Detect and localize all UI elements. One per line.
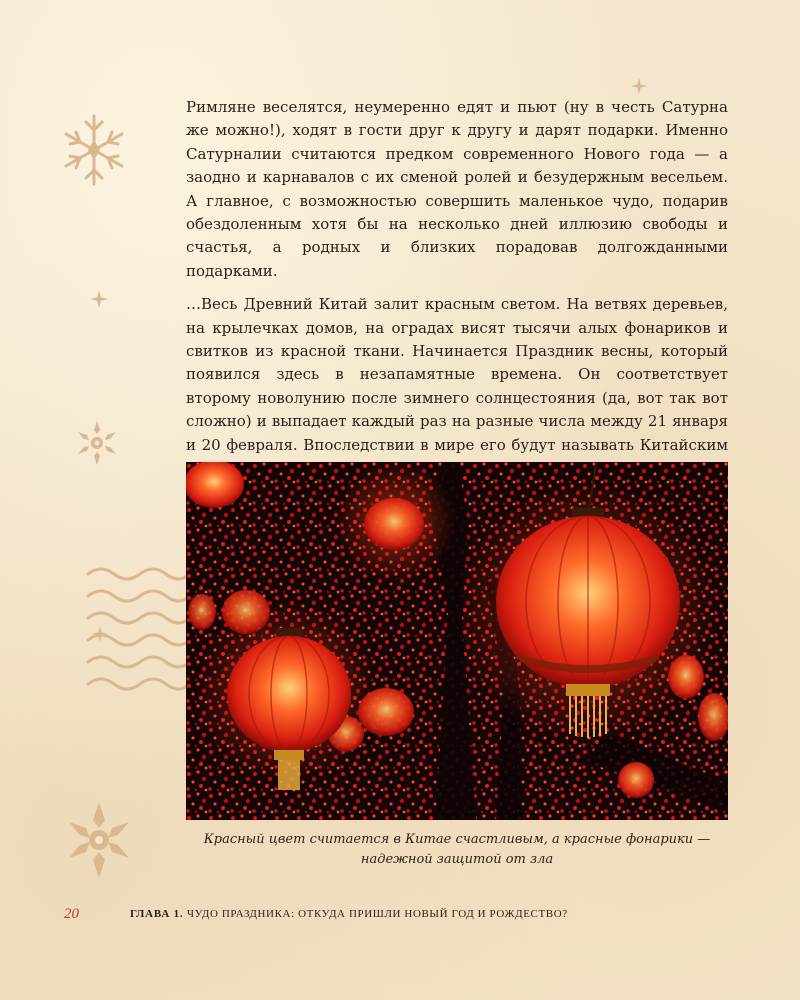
lanterns-illustration — [186, 462, 728, 820]
caption-line-2: надежной защитой от зла — [360, 852, 554, 867]
postmark-wave-lines — [84, 560, 192, 700]
paragraph-saturnalia: Римляне веселятся, неумеренно едят и пьют (ну в честь Сатурна же можно!), ходят в гости друг к другу и дарят подарки. Именно Сатурналии считаются предком современного Нового года — а заодно и карнавалов с их сменой ролей и безудержным весельем. А главное, с возможностью совершить маленькое чудо, подарив обездоленным хотя бы на несколько дней иллюзию свободы и счастья, а родных и близких порадовав долгожданными подарками. — [186, 98, 728, 280]
red-lanterns-photo — [186, 462, 728, 820]
snowflake-icon — [62, 112, 126, 188]
body-text — [186, 96, 728, 514]
sparkle-star-icon — [631, 78, 647, 94]
chapter-label: ГЛАВА 1. — [130, 908, 184, 920]
running-head — [130, 908, 568, 920]
caption-line-1: Красный цвет считается в Китае счастливым, а красные фонарики — — [203, 832, 711, 847]
sparkle-star-icon — [90, 290, 108, 308]
paragraph-chinese-new-year: …Весь Древний Китай залит красным светом. На ветвях деревьев, на крылечках домов, на оградах висят тысячи алых фонариков и свитков из красной ткани. Начинается Праздник весны, который появился здесь в незапамятные времена. Он соответствует второму новолунию после зимнего солнцестояния (да, вот так вот сложно) и выпадает каждый раз на разные числа между 21 января и 20 февраля. Впоследствии в мире его будут называть Китайским — [186, 295, 728, 454]
page-number: 20 — [64, 906, 79, 922]
chapter-title: ЧУДО ПРАЗДНИКА: ОТКУДА ПРИШЛИ НОВЫЙ ГОД И РОЖДЕСТВО? — [186, 908, 568, 920]
page-footer — [64, 906, 744, 930]
photo-caption — [186, 830, 728, 870]
snowflake-icon — [76, 420, 118, 466]
snowflake-icon — [66, 800, 132, 880]
